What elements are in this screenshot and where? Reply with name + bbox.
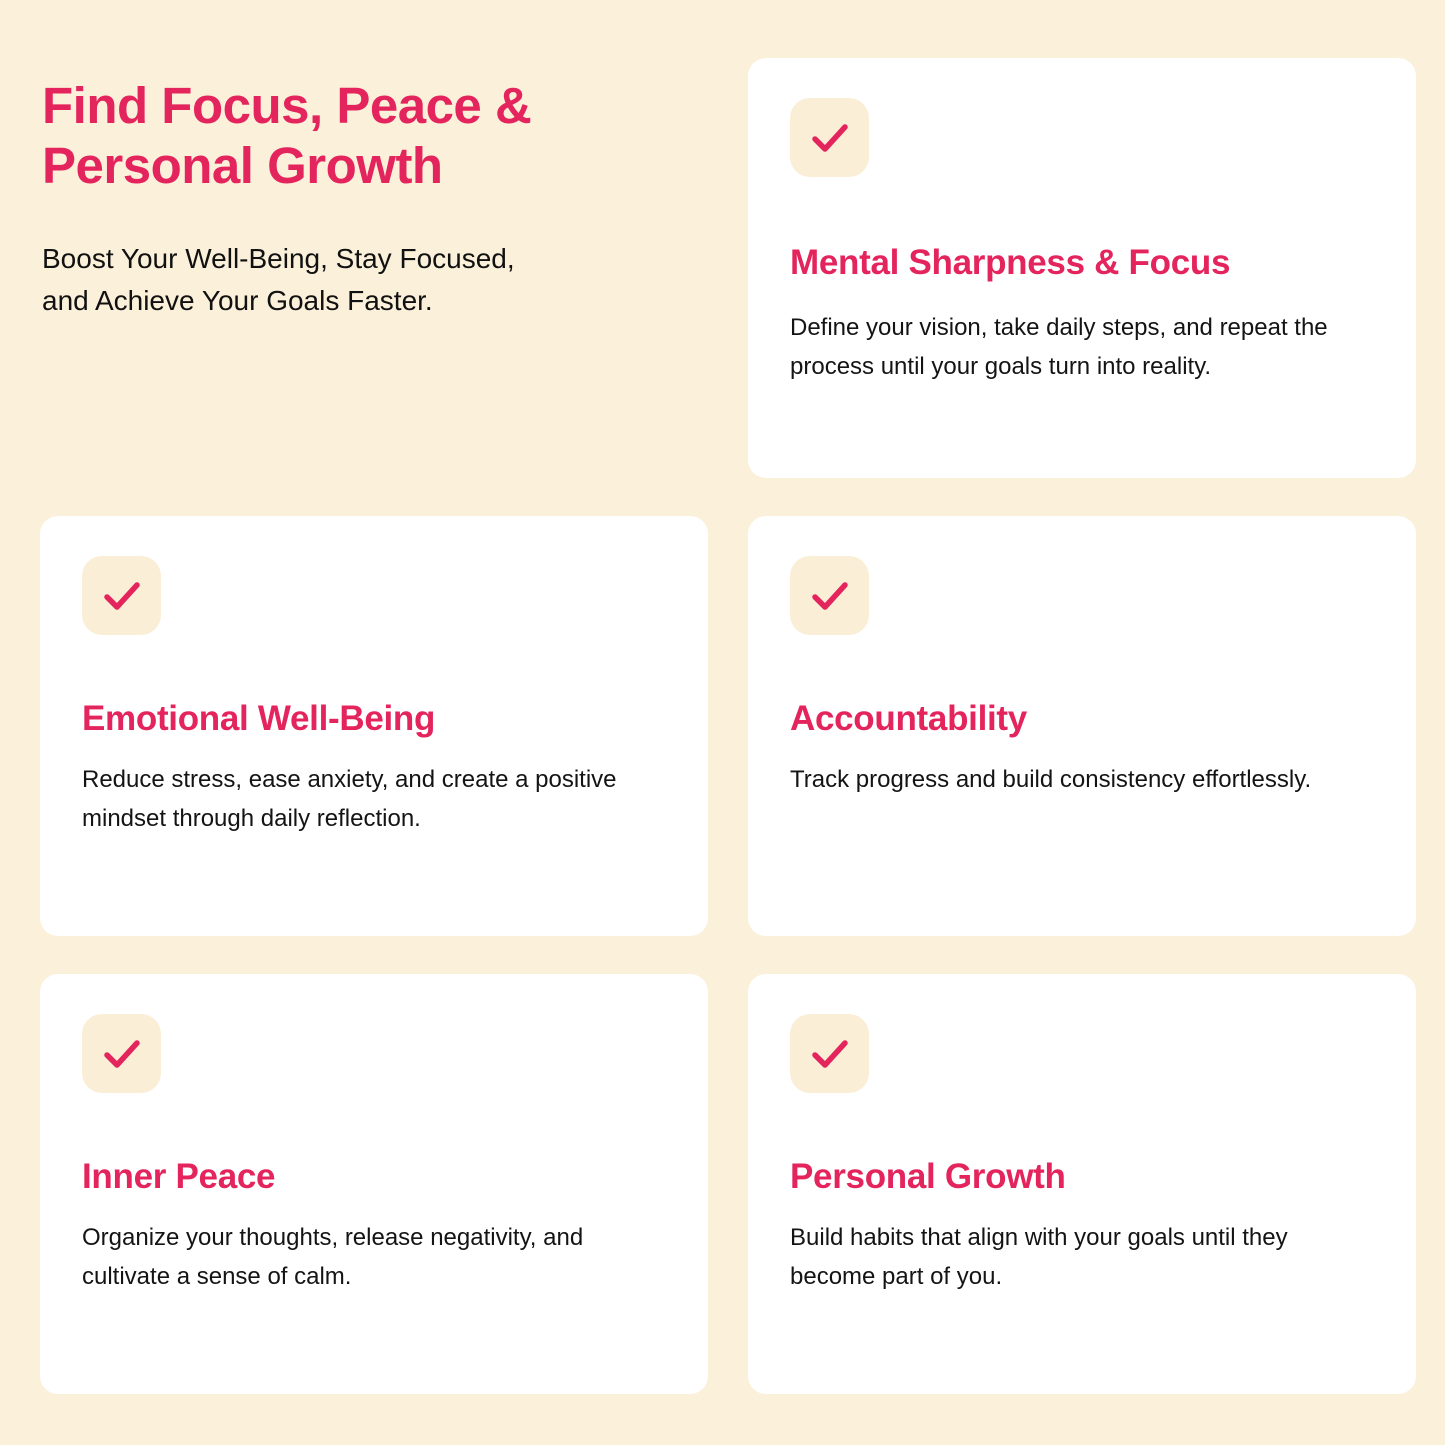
feature-card-mental-sharpness-focus — [748, 58, 1416, 478]
feature-card-title: Emotional Well-Being — [82, 699, 436, 738]
feature-card-title: Accountability — [790, 699, 1027, 738]
check-icon — [790, 556, 869, 635]
feature-card-description: Build habits that align with your goals until they become part of you. — [790, 1224, 1288, 1290]
check-icon — [82, 556, 161, 635]
feature-card-emotional-well-being — [40, 516, 708, 936]
check-icon — [790, 98, 869, 177]
check-icon — [790, 1014, 869, 1093]
feature-card-description: Reduce stress, ease anxiety, and create a positive mindset through daily reflection. — [82, 766, 617, 832]
page-title — [42, 76, 648, 196]
feature-card-title: Personal Growth — [790, 1157, 1066, 1196]
check-icon — [82, 1014, 161, 1093]
page-title-line-1: Find Focus, Peace & — [42, 77, 532, 134]
page-title-line-2: Personal Growth — [42, 137, 443, 195]
feature-card-personal-growth — [748, 974, 1416, 1394]
feature-card-inner-peace — [40, 974, 708, 1394]
feature-card-title: Inner Peace — [82, 1157, 276, 1196]
feature-grid — [40, 40, 1416, 1394]
feature-card-accountability — [748, 516, 1416, 936]
feature-card-description: Track progress and build consistency effortlessly. — [790, 766, 1312, 793]
feature-card-title: Mental Sharpness & Focus — [790, 243, 1231, 282]
feature-card-description: Define your vision, take daily steps, and repeat the process until your goals turn into reality. — [790, 314, 1328, 380]
page-subtitle — [42, 238, 648, 321]
feature-card-description: Organize your thoughts, release negativity, and cultivate a sense of calm. — [82, 1224, 584, 1290]
intro-block — [40, 58, 708, 478]
page-subtitle-line-1: Boost Your Well-Being, Stay Focused, — [42, 243, 515, 275]
page-subtitle-line-2: and Achieve Your Goals Faster. — [42, 284, 433, 316]
